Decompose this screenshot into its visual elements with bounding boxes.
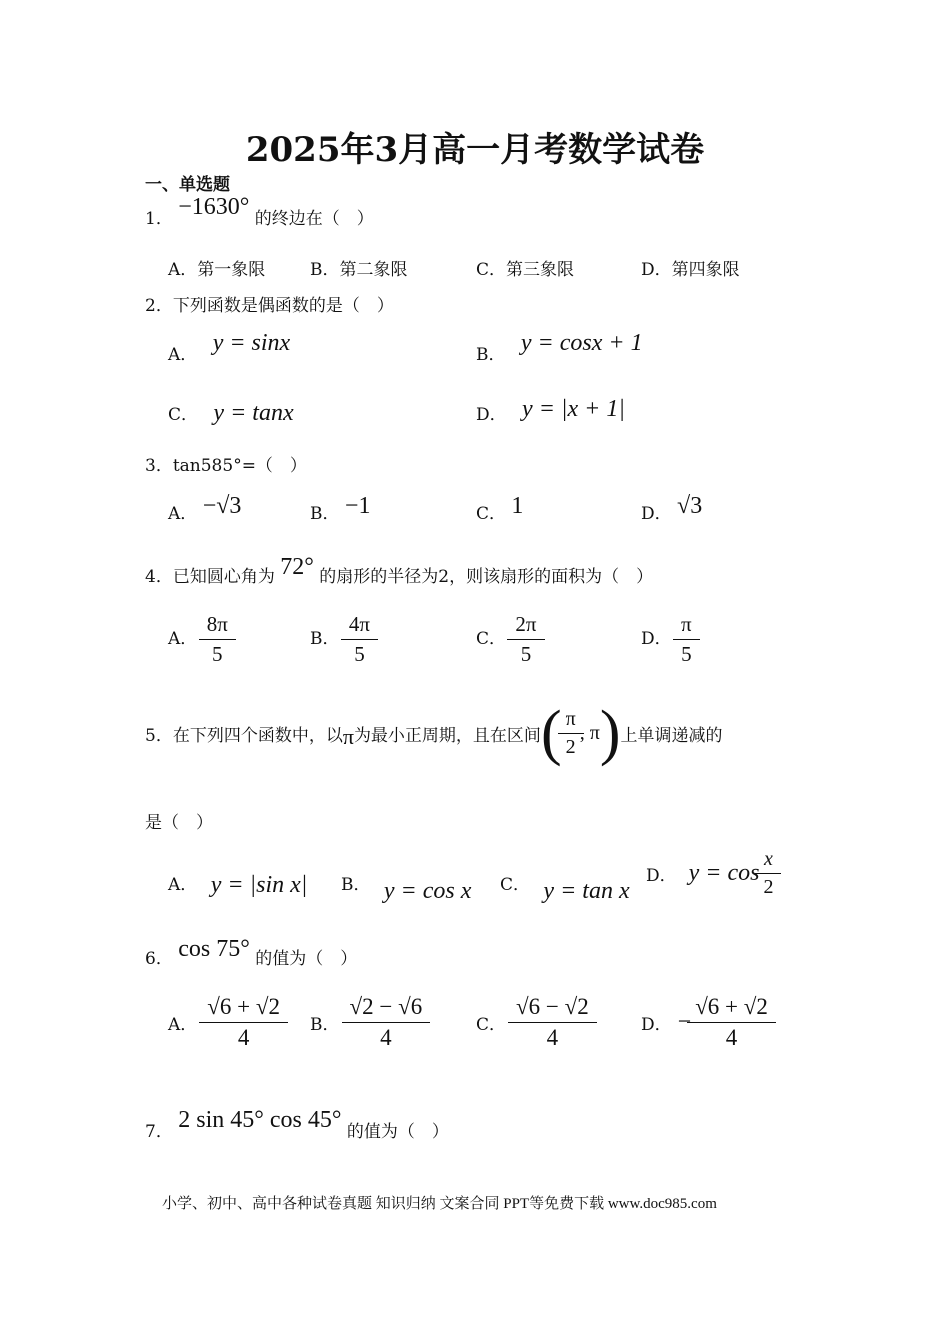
question-number: 2．	[145, 296, 173, 316]
question-4	[145, 554, 654, 589]
question-number: 6．	[145, 949, 173, 969]
question-3	[145, 451, 307, 476]
fraction	[677, 612, 696, 667]
left-paren: (	[540, 699, 562, 767]
denominator: 4	[687, 1022, 776, 1051]
pi-symbol: π	[342, 724, 354, 749]
option-d[interactable]	[641, 493, 703, 526]
option-label: D．	[641, 629, 672, 649]
fraction	[512, 994, 593, 1051]
question-text: 的值为（ ）	[346, 1122, 449, 1142]
denominator: 4	[508, 1022, 597, 1051]
option-a[interactable]	[168, 994, 284, 1051]
math-expr: y = tan x	[543, 878, 630, 904]
option-b[interactable]	[310, 493, 371, 526]
question-text-post: 的扇形的半径为2，则该扇形的面积为（ ）	[319, 567, 654, 587]
option-label: A．	[168, 504, 198, 524]
math-expr: y = tanx	[213, 400, 294, 426]
math-expr: y = cos	[688, 860, 760, 886]
footer-text: 小学、初中、高中各种试卷真题 知识归纳 文案合同 PPT等免费下载 www.doc985.com	[162, 1196, 717, 1212]
question-text: 下列函数是偶函数的是（ ）	[172, 296, 394, 316]
option-c[interactable]	[476, 612, 541, 667]
option-a[interactable]	[168, 493, 242, 526]
numerator: 4π	[348, 612, 371, 636]
numerator: √6 + √2	[695, 994, 768, 1019]
option-label: B．	[310, 1015, 340, 1035]
option-label: A．	[168, 875, 198, 895]
denominator: 4	[342, 1022, 431, 1051]
fraction	[203, 994, 284, 1051]
option-d[interactable]	[476, 396, 625, 427]
option-label: C．	[476, 629, 507, 649]
option-a[interactable]: A．第一象限	[168, 260, 266, 280]
option-c[interactable]	[476, 493, 524, 526]
option-c[interactable]: C．第三象限	[476, 260, 575, 280]
option-label: C．	[476, 504, 507, 524]
math-expr: y = |x + 1|	[522, 396, 625, 422]
option-label: B．	[310, 629, 340, 649]
fraction	[203, 612, 232, 667]
option-label: C．	[168, 405, 199, 425]
section-heading: 一、单选题	[145, 175, 230, 195]
math-expr: 1	[511, 493, 524, 519]
question-6	[145, 936, 358, 971]
question-number: 3．	[145, 456, 173, 476]
question-number: 1．	[145, 209, 173, 229]
option-d[interactable]: D．第四象限	[641, 260, 740, 280]
question-text-pre: 已知圆心角为	[172, 567, 275, 587]
math-expr: cos 75°	[178, 936, 250, 962]
option-label: D．	[641, 1015, 672, 1035]
math-expr: −1	[344, 493, 371, 519]
option-b[interactable]	[341, 870, 472, 904]
option-label: C．	[500, 875, 531, 895]
option-d[interactable]	[641, 994, 772, 1051]
denominator: 5	[341, 639, 378, 667]
option-c[interactable]	[168, 400, 294, 427]
interval-end: , π	[579, 721, 600, 744]
option-label: B．	[310, 504, 340, 524]
question-number: 7．	[145, 1122, 173, 1142]
question-text: 的值为（ ）	[255, 949, 358, 969]
option-d[interactable]	[646, 848, 777, 899]
numerator: 8π	[206, 612, 228, 636]
denominator: 2	[558, 733, 584, 759]
denominator: 5	[507, 639, 544, 667]
fraction	[759, 848, 777, 899]
fraction	[345, 612, 374, 667]
option-label: B．	[476, 345, 506, 365]
option-a[interactable]	[168, 612, 232, 667]
option-d[interactable]	[641, 612, 696, 667]
option-label: D．	[646, 866, 677, 886]
option-label: D．	[641, 504, 672, 524]
option-b[interactable]	[476, 330, 643, 367]
denominator: 4	[199, 1022, 288, 1051]
math-expr: 2 sin 45° cos 45°	[178, 1107, 342, 1133]
numerator: x	[764, 848, 773, 870]
question-1	[145, 194, 374, 231]
math-expr: y = cosx + 1	[520, 330, 643, 356]
numerator: π	[681, 612, 692, 636]
option-c[interactable]	[500, 870, 630, 904]
numerator: √2 − √6	[349, 994, 423, 1019]
question-text: tan585°=（ ）	[172, 456, 307, 476]
option-a[interactable]	[168, 870, 308, 898]
denominator: 2	[755, 873, 781, 899]
math-expr: y = sinx	[212, 330, 291, 356]
option-label: A．	[168, 629, 198, 649]
option-b[interactable]: B．第二象限	[310, 260, 408, 280]
option-label: C．	[476, 1015, 507, 1035]
right-paren: )	[599, 699, 621, 767]
option-label: B．	[341, 875, 371, 895]
option-a[interactable]	[168, 330, 291, 367]
option-label: D．	[476, 405, 507, 425]
fraction	[562, 708, 580, 759]
numerator: 2π	[515, 612, 537, 636]
question-text-pre: 在下列四个函数中，以	[172, 725, 343, 746]
option-c[interactable]	[476, 994, 593, 1051]
question-text-mid: 为最小正周期，且在区间	[353, 725, 541, 746]
question-number: 5．	[145, 725, 173, 746]
minus-sign: −	[677, 1009, 692, 1035]
option-b[interactable]	[310, 612, 374, 667]
question-5	[145, 700, 722, 766]
denominator: 5	[673, 639, 700, 667]
question-number: 4．	[145, 567, 173, 587]
denominator: 5	[199, 639, 236, 667]
numerator: π	[565, 707, 576, 730]
fraction	[346, 994, 427, 1051]
option-b[interactable]	[310, 994, 426, 1051]
option-label: A．	[168, 1015, 198, 1035]
math-expr: −1630°	[178, 194, 250, 220]
numerator: √6 − √2	[516, 994, 589, 1019]
math-expr: 72°	[280, 554, 314, 580]
question-2	[145, 291, 394, 316]
math-expr: y = |sin x|	[210, 872, 308, 898]
math-expr: √3	[677, 493, 703, 519]
page-title: 2025年3月高一月考数学试卷	[245, 130, 705, 170]
fraction	[691, 994, 772, 1051]
option-label: A．	[168, 345, 198, 365]
question-text-post: 上单调递减的	[620, 725, 723, 746]
fraction	[511, 612, 540, 667]
math-expr: y = cos x	[383, 878, 472, 904]
numerator: √6 + √2	[207, 994, 280, 1019]
question-7	[145, 1107, 449, 1144]
question-text: 的终边在（ ）	[254, 209, 374, 229]
question-5-line2: 是（ ）	[145, 813, 213, 833]
math-expr: −√3	[202, 493, 242, 519]
